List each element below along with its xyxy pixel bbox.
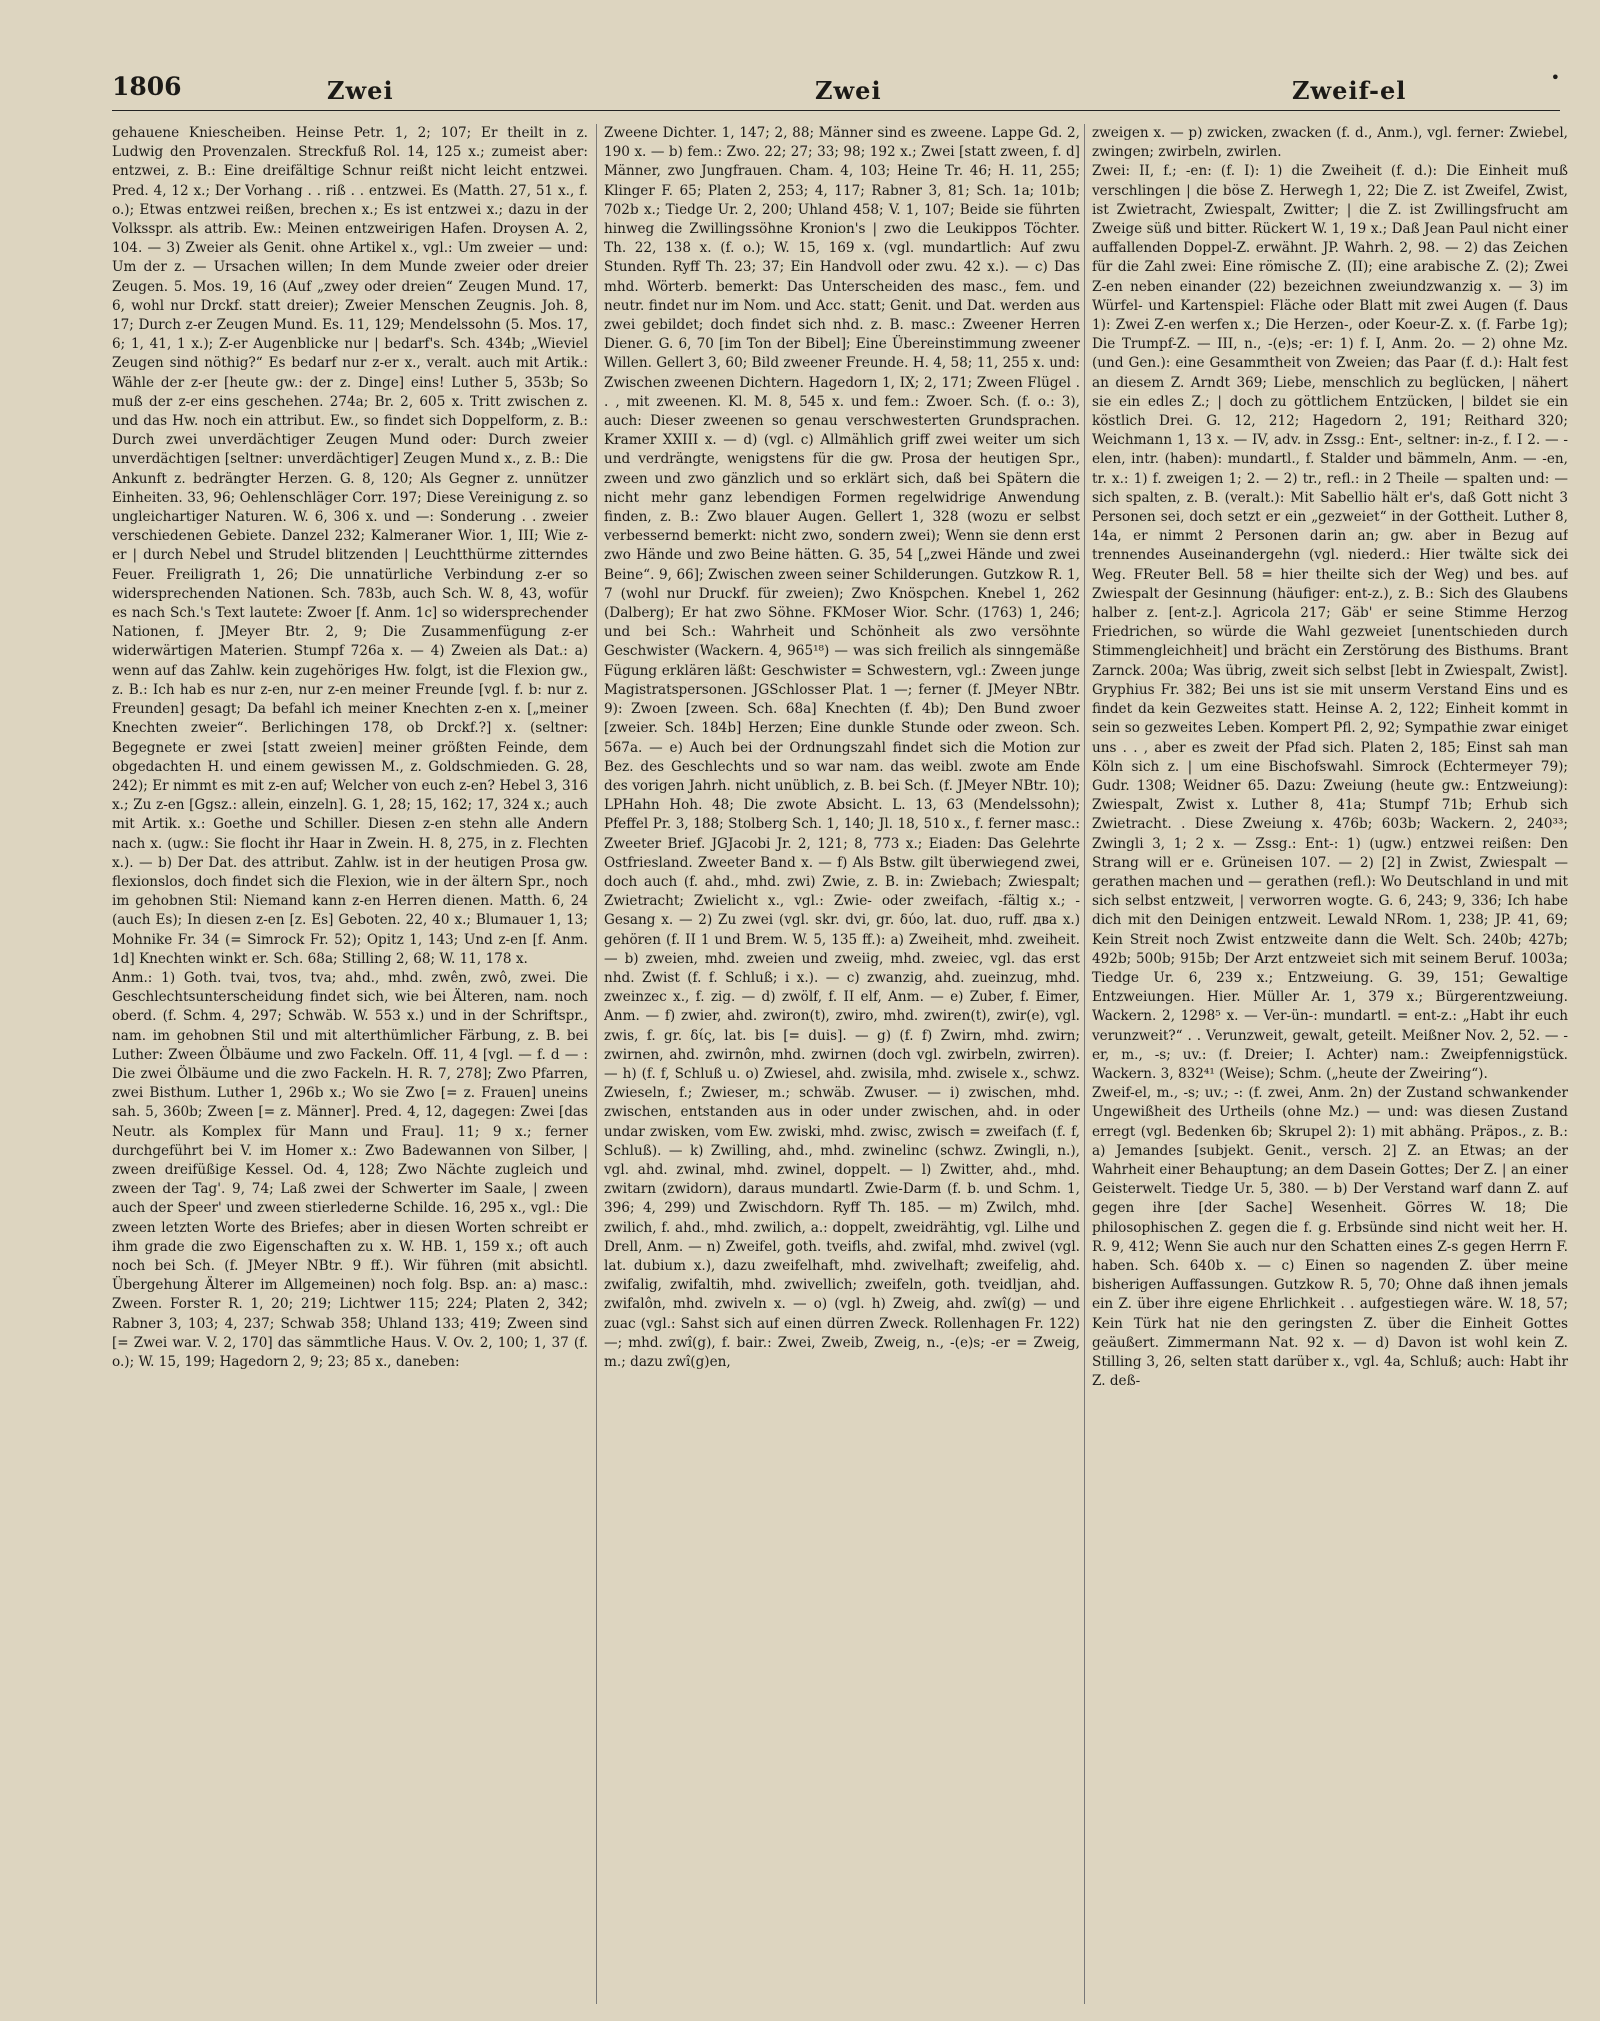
header-rule [112, 110, 1560, 111]
entry-paragraph: Zwei: II, f.; -en: (f. I): 1) die Zweiheit (f. d.): Die Einheit muß verschlingen | die böse Z. Herwegh 1, 22; Die Z. ist Zweifel, Zwist, ist Zwietracht, Zwiespalt, Zwitter; | die Z. ist Zwillingsfrucht am Zweige süß und bitter. Rückert W. 1, 19 x.; Daß Jean Paul nicht einer auffallenden Doppel-Z. erwähnt. JP. Wahrh. 2, 98. — 2) das Zeichen für die Zahl zwei: Eine römische Z. (II); eine arabische Z. (2); Zwei Z-en neben einander (22) bezeichnen zweiundzwanzig x. — 3) im Würfel- und Kartenspiel: Fläche oder Blatt mit zwei Augen (f. Daus 1): Zwei Z-en werfen x.; Die Herzen-, oder Koeur-Z. x. (f. Farbe 1g); Die Trumpf-Z. — III, n., -(e)s; -er: 1) f. I, Anm. 2o. — 2) ohne Mz. (und Gen.): eine Gesammtheit von Zweien; das Paar (f. d.): Halt fest an diesem Z. Arndt 369; Liebe, menschlich zu beglücken, | nähert sie ein edles Z.; | doch zu göttlichem Entzücken, | bildet sie ein köstlich Drei. G. 12, 212; Hagedorn 2, 191; Reithard 320; Weichmann 1, 13 x. — IV, adv. in Zssg.: Ent-, seltner: in-z., f. I 2. — -elen, intr. (haben): mundartl., f. Stalder und bämmeln, Anm. — -en, tr. x.: 1) f. zweigen 1; 2. — 2) tr., refl.: in 2 Theile — spalten und: — sich spalten, z. B. (veralt.): Mit Sabellio hält er's, daß Gott nicht 3 Personen sei, doch setzt er ein „gezweiet“ in der Gottheit. Luther 8, 14a, er nimmt 2 Personen darin an; gw. aber in Bezug auf trennendes Auseinandergehn (vgl. niederd.: Hier twälte sick dei Weg. FReuter Bell. 58 = hier theilte sich der Weg) und bes. auf Zwiespalt der Gesinnung (häufiger: ent-z.), z. B.: Sich des Glaubens halber z. [ent-z.]. Agricola 217; Gäb' er seine Stimme Herzog Friedrichen, so würde die Wahl gezweiet [unentschieden durch Stimmengleichheit] und brächt ein Zerstörung des Bisthums. Brant Zarnck. 200a; Was übrig, zweit sich selbst [lebt in Zwiespalt, Zwist]. Gryphius Fr. 382; Bei uns ist sie mit unserm Verstand Eins und es findet da kein Gezweites statt. Heinse A. 2, 122; Einheit kommt in sein so gezweites Leben. Kompert Pfl. 2, 92; Sympathie zwar einiget uns . . , aber es zweit der Pfad sich. Platen 2, 185; Einst sah man Köln sich z. | um eine Bischofswahl. Simrock (Echtermeyer 79); Gudr. 1308; Weidner 65. Dazu: Zweiung (heute gw.: Entzweiung): Zwiespalt, Zwist x. Luther 8, 41a; Stumpf 71b; Erhub sich Zwietracht. . Diese Zweiung x. 476b; 603b; Wackern. 2, 240³³; Zwingli 3, 1; 2 x. — Zssg.: Ent-: 1) (ugw.) entzwei reißen: Den Strang will er e. Grüneisen 107. — 2) [2] in Zwist, Zwiespalt — gerathen machen und — gerathen (refl.): Wo Deutschland in und mit sich selbst entzweit, | verworren wogte. G. 6, 243; 9, 336; Ich habe dich mit den Deinigen entzweit. Lewald NRom. 1, 238; JP. 41, 69; Kein Streit noch Zwist entzweite dann die Welt. Sch. 240b; 427b; 492b; 500b; 915b; Der Arzt entzweiet sich mit seinem Beruf. 1003a; Tiedge Ur. 6, 239 x.; Entzweiung. G. 39, 151; Gewaltige Entzweiungen. Hier. Müller Ar. 1, 379 x.; Bürgerentzweiung. Wackern. 2, 1298⁵ x. — Ver-ün-: mundartl. = ent-z.: „Habt ihr euch verunzweit?“ . . Verunzweit, gewalt, geteilt. Meißner Nov. 2, 52. — -er, m., -s; uv.: (f. Dreier; I. Achter) nam.: Zweipfennigstück. Wackern. 3, 832⁴¹ (Weise); Schm. („heute der Zweiring“). [1092, 163, 1568, 1082]
page-number: 1806 [112, 72, 182, 101]
center-catchword: Zwei [815, 76, 882, 105]
text-column-3 [1092, 124, 1568, 2004]
entry-paragraph: zweigen x. — p) zwicken, zwacken (f. d., Anm.), vgl. ferner: Zwiebel, zwingen; zwirbeln, zwirlen. [1092, 125, 1568, 161]
column-divider [1084, 124, 1085, 2004]
text-column-2 [604, 124, 1080, 2004]
entry-paragraph: Anm.: 1) Goth. tvai, tvos, tva; ahd., mhd. zwên, zwô, zwei. Die Geschlechtsunterscheidung findet sich, wie bei Älteren, nam. noch oberd. (f. Schm. 4, 297; Schwäb. W. 553 x.) und in der Schriftspr., nam. im gehobnen Stil und mit alterthümlicher Färbung, z. B. bei Luther: Zween Ölbäume und zwo Fackeln. Off. 11, 4 [vgl. — f. d — : Die zwei Ölbäume und die zwo Fackeln. H. R. 7, 278]; Zwo Pfarren, zwei Bisthum. Luther 1, 296b x.; Wo sie Zwo [= z. Frauen] uneins sah. 5, 360b; Zween [= z. Männer]. Pred. 4, 12, dagegen: Zwei [das Neutr. als Komplex für Mann und Frau]. 11; 9 x.; ferner durchgeführt bei V. im Homer x.: Zwo Badewannen von Silber, | zween dreifüßige Kessel. Od. 4, 128; Zwo Nächte zugleich und zween der Tag'. 9, 74; Laß zwei der Schwerter im Saale, | zween auch der Speer' und zween stierlederne Schilde. 16, 295 x., vgl.: Die zween letzten Worte des Briefes; aber in diesen Worten schreibt er ihm grade die zwo Eigenschaften zu x. W. HB. 1, 159 x.; oft auch noch bei Sch. (f. JMeyer NBtr. 9 ff.). Wir führen (mit absichtl. Übergehung Älterer im Allgemeinen) noch folg. Bsp. an: a) masc.: Zween. Forster R. 1, 20; 219; Lichtwer 115; 224; Platen 2, 342; Rabner 3, 103; 4, 237; Schwab 358; Uhland 133; 419; Zween sind [= Zwei war. V. 2, 170] das sämmtliche Haus. V. Ov. 2, 100; 1, 37 (f. o.); W. 15, 199; Hagedorn 2, 9; 23; 85 x., daneben: [112, 969, 588, 1370]
text-column-1 [112, 124, 588, 2004]
right-catchword: Zweif-el [1292, 76, 1407, 105]
corner-mark: • [1550, 68, 1560, 87]
entry-paragraph: Zweif-el, m., -s; uv.; -: (f. zwei, Anm. 2n) der Zustand schwankender Ungewißheit des Urtheils (ohne Mz.) — und: was diesen Zustand erregt (vgl. Bedenken 6b; Skrupel 2): 1) mit abhäng. Präpos., z. B.: a) Jemandes [subjekt. Genit., versch. 2] Z. an Etwas; an der Wahrheit einer Behauptung; an dem Dasein Gottes; Der Z. | an einer Geisterwelt. Tiedge Ur. 5, 380. — b) Der Verstand warf dann Z. auf gegen ihre [der Sache] Wesenheit. Görres W. 18; Die philosophischen Z. gegen die f. g. Erbsünde sind nicht weit her. H. R. 9, 412; Wenn Sie auch nur den Schatten eines Z-s gegen Herrn F. haben. Sch. 640b x. — c) Einen so nagenden Z. über meine bisherigen Auffassungen. Gutzkow R. 5, 70; Ohne daß ihnen jemals ein Z. über ihre eigene Ehrlichkeit . . aufgestiegen wäre. W. 18, 57; Kein Türk hat nie den geringsten Z. über die Einheit Gottes geäußert. Zimmermann Nat. 92 x. — d) Davon ist wohl kein Z. Stilling 3, 26, selten statt darüber x., vgl. 4a, Schluß; auch: Habt ihr Z. deß- [1092, 1085, 1568, 1390]
entry-paragraph: gehauene Kniescheiben. Heinse Petr. 1, 2; 107; Er theilt in z. Ludwig den Provenzalen. Streckfuß Rol. 14, 125 x.; zumeist aber: entzwei, z. B.: Eine dreifältige Schnur reißt nicht leicht entzwei. Pred. 4, 12 x.; Der Vorhang . . riß . . entzwei. Es (Matth. 27, 51 x., f. o.); Etwas entzwei reißen, brechen x.; Es ist entzwei x.; dazu in der Volksspr. als attrib. Ew.: Meinen entzweirigen Hafen. Droysen A. 2, 104. — 3) Zweier als Genit. ohne Artikel x., vgl.: Um zweier — und: Um der z. — Ursachen willen; In dem Munde zweier oder dreier Zeugen. 5. Mos. 19, 16 (Auf „zwey oder dreien“ Zeugen Mund. 17, 6, wohl nur Drckf. statt dreier); Zweier Menschen Zeugnis. Joh. 8, 17; Durch z-er Zeugen Mund. Es. 11, 129; Mendelssohn (5. Mos. 17, 6; 1, 41, 1 x.); Z-er Augenblicke nur | bedarf's. Sch. 434b; „Wieviel Zeugen sind nöthig?“ Es bedarf nur z-er x., veralt. auch mit Artik.: Wähle der z-er [heute gw.: der z. Dinge] eins! Luther 5, 353b; So muß der z-er eins geschehen. 274a; Br. 2, 605 x. Tritt zwischen z. und das Hw. noch ein attribut. Ew., so findet sich Doppelform, z. B.: Durch zwei unverdächtiger Zeugen Mund oder: Durch zweier unverdächtigen [seltner: unverdächtiger] Zeugen Mund x., z. B.: Die Ankunft z. bedrängter Herzen. G. 8, 120; Als Gegner z. unnützer Einheiten. 33, 96; Oehlenschläger Corr. 197; Diese Vereinigung z. so ungleichartiger Naturen. W. 6, 306 x. und —: Sonderung . . zweier verschiedenen Gebiete. Danzel 232; Kalmeraner Wior. 1, III; Wie z-er | durch Nebel und Strudel blitzenden | Leuchtthürme zitterndes Feuer. Freiligrath 1, 26; Die unnatürliche Verbindung z-er so widersprechenden Nationen. Sch. 783b, auch Sch. W. 8, 43, wofür es nach Sch.'s Text lautete: Zwoer [f. Anm. 1c] so widersprechender Nationen, f. JMeyer Btr. 2, 9; Die Zusammenfügung z-er widerwärtigen Materien. Stumpf 726a x. — 4) Zweien als Dat.: a) wenn auf das Zahlw. kein zugehöriges Hw. folgt, ist die Flexion gw., z. B.: Ich hab es nur z-en, nur z-en meiner Freunde [vgl. f. b: nur z. Freunden] gesagt; Da befahl ich meiner Knechten z-en x. [„meiner Knechten zweier“. Berlichingen 178, ob Drckf.?] x. (seltner: Begegnete er zwei [statt zweien] meiner größten Feinde, dem obgedachten H. und einem gewissen M., z. Goldschmieden. G. 28, 242); Er nimmt es mit z-en auf; Welcher von euch z-en? Hebel 3, 316 x.; Zu z-en [Ggsz.: allein, einzeln]. G. 1, 28; 15, 162; 17, 324 x.; auch mit Artik. x.: Goethe und Schiller. Diesen z-en stehn alle Andern nach x. (ugw.: Sie flocht ihr Haar in Zwein. H. 8, 275, in z. Flechten x.). — b) Der Dat. des attribut. Zahlw. ist in der heutigen Prosa gw. flexionslos, doch findet sich die Flexion, wie in der ältern Spr., noch im gehobnen Stil: Niemand kann z-en Herren dienen. Matth. 6, 24 (auch Es); In diesen z-en [z. Es] Geboten. 22, 40 x.; Blumauer 1, 13; Mohnike Fr. 34 (= Simrock Fr. 52); Opitz 1, 143; Und z-en [f. Anm. 1d] Knechten winkt er. Sch. 68a; Stilling 2, 68; W. 11, 178 x. [112, 125, 588, 967]
left-catchword: Zwei [327, 76, 394, 105]
entry-paragraph: Zweene Dichter. 1, 147; 2, 88; Männer sind es zweene. Lappe Gd. 2, 190 x. — b) fem.: Zwo. 22; 27; 33; 98; 192 x.; Zwei [statt zween, f. d] Männer, zwo Jungfrauen. Cham. 4, 103; Heine Tr. 46; H. 11, 255; Klinger F. 65; Platen 2, 253; 4, 117; Rabner 3, 81; Sch. 1a; 101b; 702b x.; Tiedge Ur. 2, 200; Uhland 458; V. 1, 107; Beide sie führten hinweg die Zwillingssöhne Kronion's | zwo die Leukippos Töchter. Th. 22, 138 x. (f. o.); W. 15, 169 x. (vgl. mundartlich: Auf zwu Stunden. Ryff Th. 23; 37; Ein Handvoll oder zwu. 42 x.). — c) Das mhd. Wörterb. bemerkt: Das Unterscheiden des masc., fem. und neutr. findet nur im Nom. und Acc. statt; Genit. und Dat. werden aus zwei gebildet; doch findet sich nhd. z. B. masc.: Zweener Herren Diener. G. 6, 70 [im Ton der Bibel]; Eine Übereinstimmung zweener Willen. Gellert 3, 60; Bild zweener Freunde. H. 4, 58; 11, 255 x. und: Zwischen zweenen Dichtern. Hagedorn 1, IX; 2, 171; Zween Flügel . . , mit zweenen. Kl. M. 8, 545 x. und fem.: Zwoer. Sch. (f. o.: 3), auch: Dieser zweenen so genau verschwesterten Grundsprachen. Kramer XXIII x. — d) (vgl. c) Allmählich griff zwei weiter um sich und verdrängte, wenigstens für die gw. Prosa der heutigen Spr., zween und zwo gänzlich und so erklärt sich, daß bei Spätern die nicht mehr ganz lebendigen Formen regelwidrige Anwendung finden, z. B.: Zwo blauer Augen. Gellert 1, 328 (wozu er selbst verbessernd bemerkt: nicht zwo, sondern zwei); Wenn sie denn erst zwo Hände und zwo Beine hätten. G. 35, 54 [„zwei Hände und zwei Beine“. 9, 66]; Zwischen zween seiner Schilderungen. Gutzkow R. 1, 7 (wohl nur Druckf. für zweien); Zwo Knöspchen. Knebel 1, 262 (Dalberg); Er hat zwo Söhne. FKMoser Wior. Schr. (1763) 1, 246; und bei Sch.: Wahrheit und Schönheit als zwo versöhnte Geschwister (Wackern. 4, 965¹⁸) — was sich freilich als sinngemäße Fügung erklären läßt: Geschwister = Schwestern, vgl.: Zween junge Magistratspersonen. JGSchlosser Plat. 1 —; ferner (f. JMeyer NBtr. 9): Zwoen [zween. Sch. 68a] Knechten (f. 4b); Den Bund zwoer [zweier. Sch. 184b] Herzen; Eine dunkle Stunde oder zweon. Sch. 567a. — e) Auch bei der Ordnungszahl findet sich die Motion zur Bez. des Geschlechts und so war nam. das weibl. zwote am Ende des vorigen Jahrh. nicht unüblich, z. B. bei Sch. (f. JMeyer NBtr. 10); LPHahn Hoh. 48; Die zwote Absicht. L. 13, 63 (Mendelssohn); Pfeffel Pr. 3, 188; Stolberg Sch. 1, 140; Jl. 18, 510 x., f. ferner masc.: Zweeter Brief. JGJacobi Jr. 2, 121; 8, 773 x.; Eiaden: Das Gelehrte Ostfriesland. Zweeter Band x. — f) Als Bstw. gilt überwiegend zwei, doch auch (f. ahd., mhd. zwi) Zwie, z. B. in: Zwiebach; Zwiespalt; Zwietracht; Zwielicht x., vgl.: Zwie- oder zweifach, -fältig x.; -Gesang x. — 2) Zu zwei (vgl. skr. dvi, gr. δύο, lat. duo, ruff. два x.) gehören (f. II 1 und Brem. W. 5, 135 ff.): a) Zweiheit, mhd. zweiheit. — b) zweien, mhd. zweien und zweiig, mhd. zweiec, vgl. das erst nhd. Zwist (f. f. Schluß; i x.). — c) zwanzig, ahd. zueinzug, mhd. zweinzec x., f. zig. — d) zwölf, f. II elf, Anm. — e) Zuber, f. Eimer, Anm. — f) zwier, ahd. zwiron(t), zwiro, mhd. zwiren(t), zwir(e), vgl. zwis, f. gr. δίς, lat. bis [= duis]. — g) (f. f) Zwirn, mhd. zwirn; zwirnen, ahd. zwirnôn, mhd. zwirnen (doch vgl. zwirbeln, zwirren). — h) (f. f, Schluß u. o) Zwiesel, ahd. zwisila, mhd. zwisele x., schwz. Zwieseln, f.; Zwieser, m.; schwäb. Zwuser. — i) zwischen, mhd. zwischen, entstanden aus in oder under zwischen, ahd. in oder undar zwisken, vom Ew. zwiski, mhd. zwisc, zwisch = zweifach (f. f, Schluß). — k) Zwilling, ahd., mhd. zwinelinc (schwz. Zwingli, n.), vgl. ahd. zwinal, mhd. zwinel, doppelt. — l) Zwitter, ahd., mhd. zwitarn (zwidorn), daraus mundartl. Zwie-Darm (f. b. und Schm. 1, 396; 4, 299) und Zwischdorn. Ryff Th. 185. — m) Zwilch, mhd. zwilich, f. ahd., mhd. zwilich, a.: doppelt, zweidrähtig, vgl. Lilhe und Drell, Anm. — n) Zweifel, goth. tveifls, ahd. zwifal, mhd. zwivel (vgl. lat. dubium x.), dazu zweifelhaft, mhd. zwivelhaft; zweifelig, ahd. zwifalig, zwifaltih, mhd. zwivellich; zweifeln, goth. tveidljan, ahd. zwifalôn, mhd. zwiveln x. — o) (vgl. h) Zweig, ahd. zwî(g) — und zuac (vgl.: Sahst sich auf einen dürren Zweck. Rollenhagen Fr. 122) —; mhd. zwî(g), f. bair.: Zwei, Zweib, Zweig, n., -(e)s; -er = Zweig, m.; dazu zwî(g)en, [604, 125, 1080, 1370]
page-header [112, 68, 1560, 108]
column-divider [596, 124, 597, 2004]
